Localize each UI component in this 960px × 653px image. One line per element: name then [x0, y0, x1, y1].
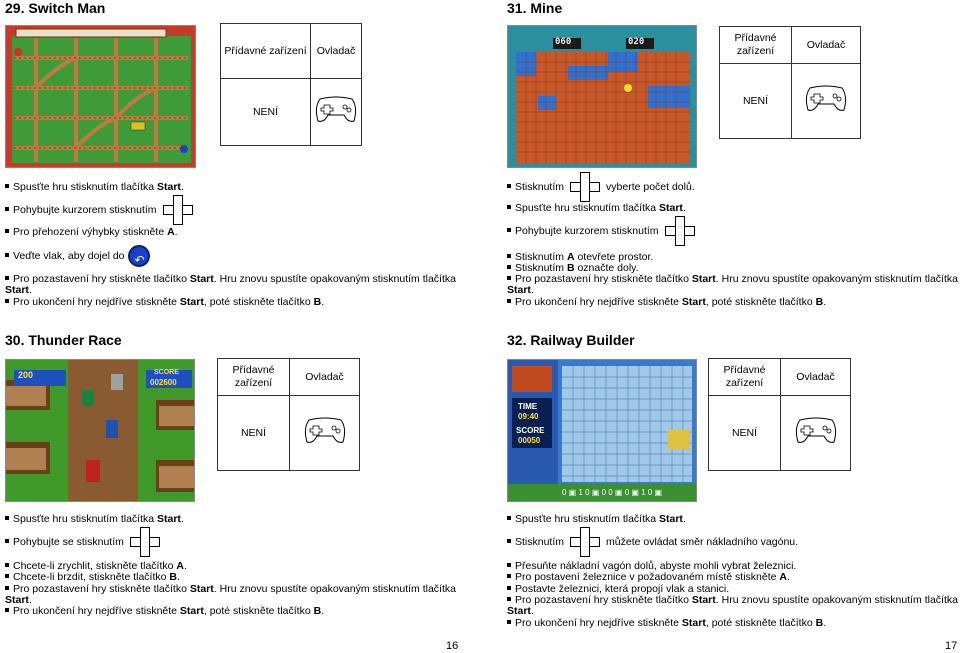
controller-header: Ovladač [781, 359, 851, 396]
mine-hud-left: 060 [555, 37, 572, 47]
mine-line-5: Stisknutím B označte doly. [507, 262, 639, 274]
railway-hud-score-label: SCORE [516, 426, 545, 435]
switchman-line-2: Pohybujte kurzorem stisknutím [5, 195, 199, 225]
controller-header: Ovladač [290, 359, 360, 396]
controller-image [781, 396, 851, 471]
thunder-hud-score: 002600 [150, 378, 177, 387]
railway-line-1: Spusťte hru stisknutím tlačítka Start. [507, 513, 686, 525]
gamepad-icon [314, 95, 358, 125]
railway-line-6: Pro pozastavení hry stiskněte tlačítko Start. Hru znovu spustíte opakovaným stisknutím tlačítka [507, 594, 958, 606]
thunder-line-5: Pro pozastavení hry stiskněte tlačítko Start. Hru znovu spustíte opakovaným stisknutím tlačítka [5, 583, 456, 595]
railway-hud-bottom: 0 ▣ 1 0 ▣ 0 0 ▣ 0 ▣ 1 0 ▣ [562, 488, 663, 497]
dpad-icon [130, 527, 160, 557]
railway-line-2: Stisknutím můžete ovládat směr nákladního vagónu. [507, 527, 798, 557]
railway-line-4: Pro postavení železnice v požadovaném místě stiskněte A. [507, 571, 790, 583]
accessory-none: NENÍ [720, 64, 792, 139]
mine-line-8: Pro ukončení hry nejdříve stiskněte Start, poté stiskněte tlačítko B. [507, 296, 826, 308]
round-button-icon [128, 245, 150, 267]
title-thunder: 30. Thunder Race [5, 332, 122, 348]
dpad-icon [570, 172, 600, 202]
mine-line-7: Start. [507, 284, 534, 296]
switchman-line-7: Pro ukončení hry nejdříve stiskněte Start, poté stiskněte tlačítko B. [5, 296, 324, 308]
controller-image [311, 79, 362, 146]
page-number-right: 17 [945, 640, 958, 652]
railway-hud-time-label: TIME [518, 402, 538, 411]
controller-header: Ovladač [792, 27, 861, 64]
switchman-line-3: Pro přehození výhybky stiskněte A. [5, 226, 178, 238]
thunder-screenshot [5, 359, 195, 502]
mine-hud-right: 020 [628, 37, 645, 47]
mine-line-4: Stisknutím A otevřete prostor. [507, 251, 653, 263]
mine-screenshot [507, 25, 697, 168]
title-mine: 31. Mine [507, 0, 563, 16]
thunder-line-3: Chcete-li zrychlit, stiskněte tlačítko A. [5, 560, 187, 572]
railway-hud-score: 00050 [518, 436, 541, 445]
accessory-header: Přídavné zařízení [218, 359, 290, 396]
thunder-line-2: Pohybujte se stisknutím [5, 527, 166, 557]
accessory-header: Přídavné zařízení [221, 24, 311, 79]
accessory-none: NENÍ [221, 79, 311, 146]
mine-line-6: Pro pozastavení hry stiskněte tlačítko Start. Hru znovu spustíte opakovaným stisknutím tlačítka [507, 273, 958, 285]
controller-header: Ovladač [311, 24, 362, 79]
controller-image [792, 64, 861, 139]
railway-line-3: Přesuňte nákladní vagón dolů, abyste mohli vybrat železnici. [507, 560, 796, 572]
railway-screenshot [507, 359, 697, 502]
gamepad-icon [303, 416, 347, 446]
thunder-accessory-table [217, 358, 360, 471]
dpad-icon [570, 527, 600, 557]
switchman-screenshot [5, 25, 196, 168]
mine-accessory-table [719, 26, 861, 139]
dpad-icon [163, 195, 193, 225]
mine-line-1: Stisknutím vyberte počet dolů. [507, 172, 695, 202]
railway-line-8: Pro ukončení hry nejdříve stiskněte Start, poté stiskněte tlačítko B. [507, 617, 826, 629]
switchman-line-1: Spusťte hru stisknutím tlačítka Start. [5, 181, 184, 193]
thunder-line-7: Pro ukončení hry nejdříve stiskněte Start, poté stiskněte tlačítko B. [5, 605, 324, 617]
dpad-icon [665, 216, 695, 246]
accessory-none: NENÍ [709, 396, 781, 471]
thunder-line-6: Start. [5, 594, 32, 606]
title-switchman: 29. Switch Man [5, 0, 106, 16]
thunder-line-4: Chcete-li brzdit, stiskněte tlačítko B. [5, 571, 180, 583]
railway-line-7: Start. [507, 605, 534, 617]
accessory-header: Přídavné zařízení [720, 27, 792, 64]
railway-accessory-table [708, 358, 851, 471]
gamepad-icon [794, 416, 838, 446]
switchman-line-6: Start. [5, 284, 32, 296]
thunder-hud-speed: 200 [18, 370, 34, 380]
thunder-hud-score-label: SCORE [154, 369, 179, 376]
mine-line-3: Pohybujte kurzorem stisknutím [507, 216, 701, 246]
railway-hud-time: 09:40 [518, 412, 539, 421]
page-number-left: 16 [446, 640, 459, 652]
thunder-line-1: Spusťte hru stisknutím tlačítka Start. [5, 513, 184, 525]
accessory-header: Přídavné zařízení [709, 359, 781, 396]
railway-line-5: Postavte železnici, která propojí vlak a stanici. [507, 583, 729, 595]
accessory-none: NENÍ [218, 396, 290, 471]
title-railway: 32. Railway Builder [507, 332, 635, 348]
gamepad-icon [804, 84, 848, 114]
switchman-accessory-table [220, 23, 362, 146]
switchman-line-5: Pro pozastavení hry stiskněte tlačítko Start. Hru znovu spustíte opakovaným stisknutím tlačítka [5, 273, 456, 285]
mine-line-2: Spusťte hru stisknutím tlačítka Start. [507, 202, 686, 214]
controller-image [290, 396, 360, 471]
switchman-line-4: Veďte vlak, aby dojel do↶ [5, 244, 150, 268]
